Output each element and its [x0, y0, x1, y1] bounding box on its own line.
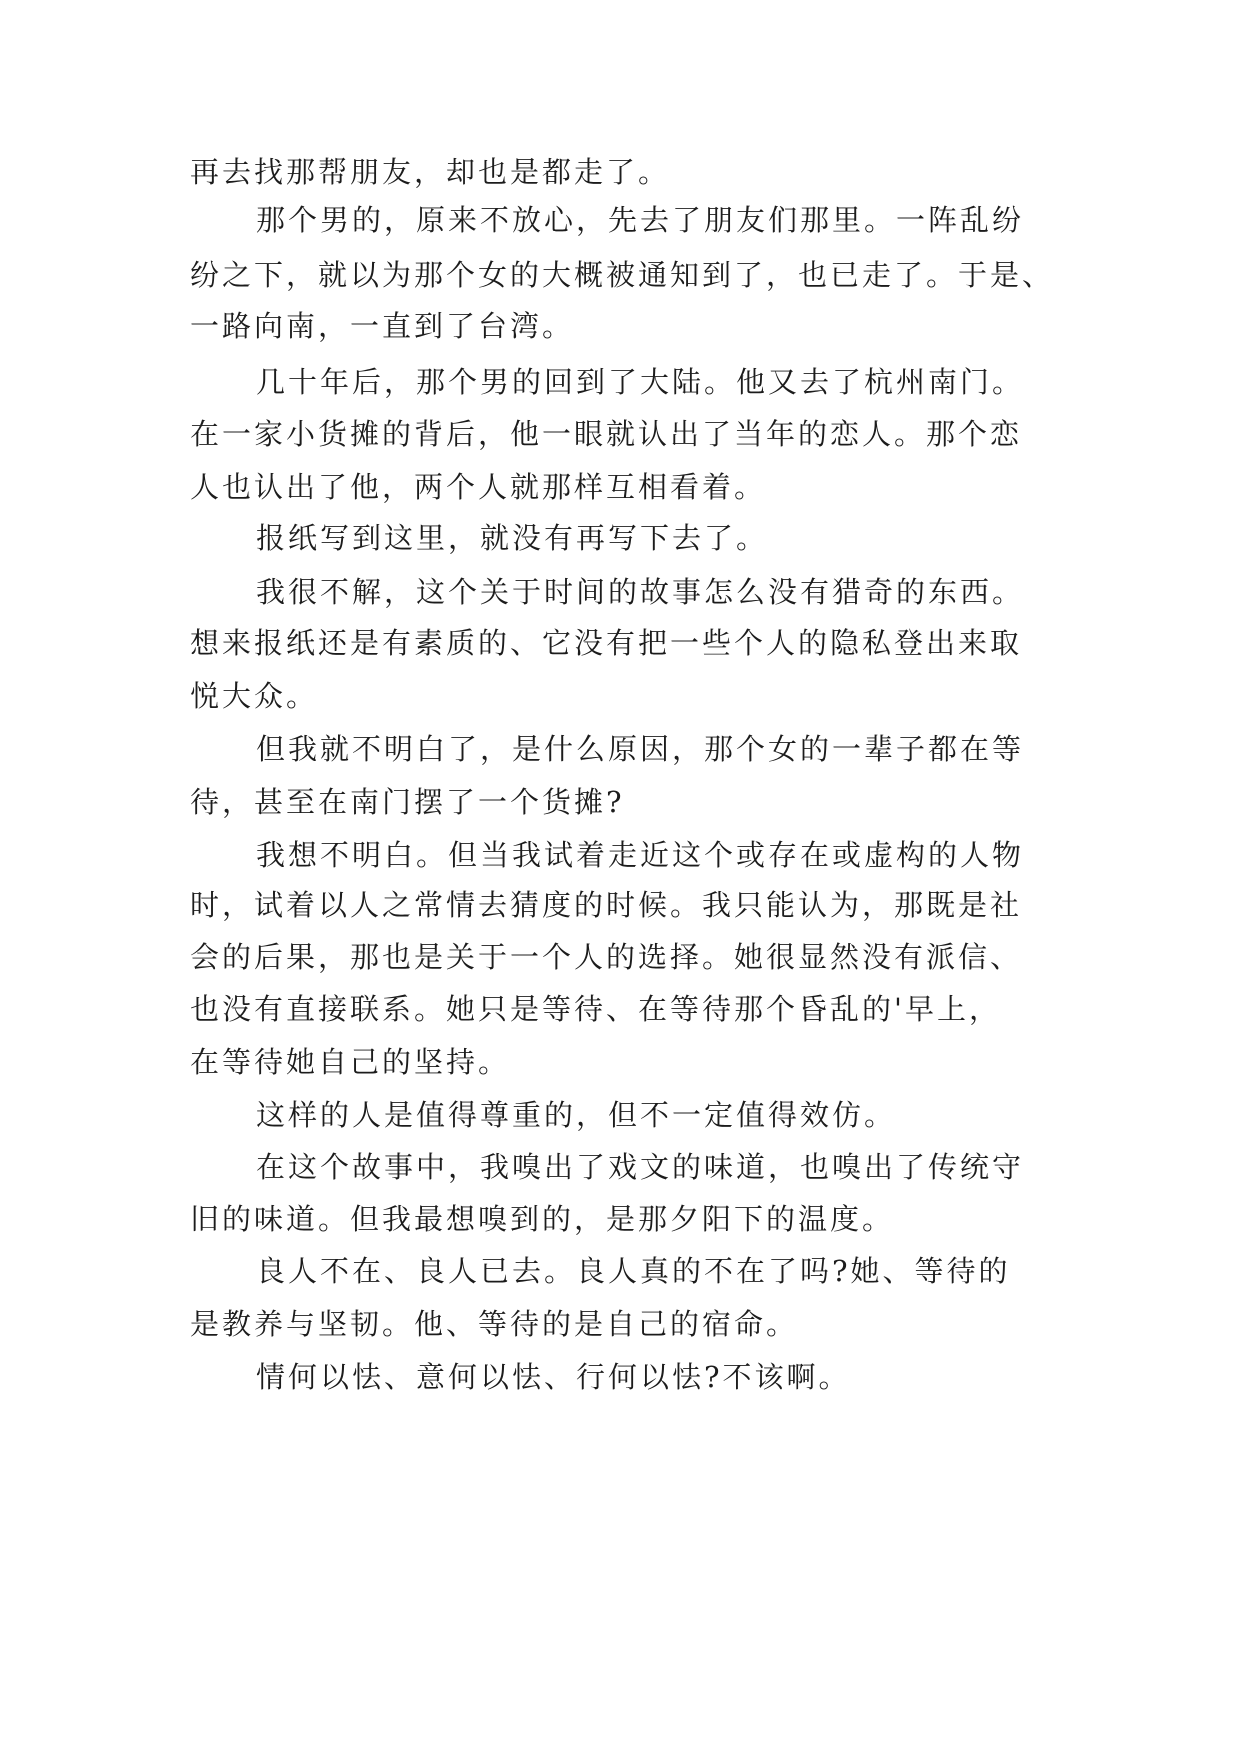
paragraph-start-line: 在这个故事中，我嗅出了戏文的味道，也嗅出了传统守	[256, 1150, 1025, 1184]
text-line: 再去找那帮朋友，却也是都走了。	[190, 155, 671, 189]
paragraph-start-line: 报纸写到这里，就没有再写下去了。	[256, 521, 769, 555]
paragraph-start-line: 几十年后，那个男的回到了大陆。他又去了杭州南门。	[256, 365, 1025, 399]
paragraph-start-line: 情何以怯、意何以怯、行何以怯?不该啊。	[256, 1360, 851, 1394]
paragraph-start-line: 那个男的，原来不放心，先去了朋友们那里。一阵乱纷	[256, 203, 1025, 237]
paragraph-start-line: 但我就不明白了，是什么原因，那个女的一辈子都在等	[256, 732, 1025, 766]
text-line: 会的后果，那也是关于一个人的选择。她很显然没有派信、	[190, 940, 1023, 974]
text-line: 悦大众。	[190, 679, 319, 713]
text-line: 想来报纸还是有素质的、它没有把一些个人的隐私登出来取	[190, 626, 1023, 660]
text-line: 旧的味道。但我最想嗅到的，是那夕阳下的温度。	[190, 1202, 895, 1236]
text-line: 人也认出了他，两个人就那样互相看着。	[190, 470, 767, 504]
text-line: 在一家小货摊的背后，他一眼就认出了当年的恋人。那个恋	[190, 417, 1023, 451]
text-line: 也没有直接联系。她只是等待、在等待那个昏乱的'早上，	[190, 992, 1001, 1026]
paragraph-start-line: 我很不解，这个关于时间的故事怎么没有猎奇的东西。	[256, 575, 1025, 609]
text-line: 时，试着以人之常情去猜度的时候。我只能认为，那既是社	[190, 888, 1023, 922]
paragraph-start-line: 我想不明白。但当我试着走近这个或存在或虚构的人物	[256, 838, 1025, 872]
text-line: 待，甚至在南门摆了一个货摊?	[190, 785, 625, 819]
text-line: 是教养与坚韧。他、等待的是自己的宿命。	[190, 1307, 799, 1341]
text-line: 纷之下，就以为那个女的大概被通知到了，也已走了。于是、	[190, 258, 1055, 292]
text-line: 在等待她自己的坚持。	[190, 1045, 511, 1079]
paragraph-start-line: 良人不在、良人已去。良人真的不在了吗?她、等待的	[256, 1254, 1011, 1288]
paragraph-start-line: 这样的人是值得尊重的，但不一定值得效仿。	[256, 1098, 897, 1132]
text-line: 一路向南，一直到了台湾。	[190, 309, 575, 343]
